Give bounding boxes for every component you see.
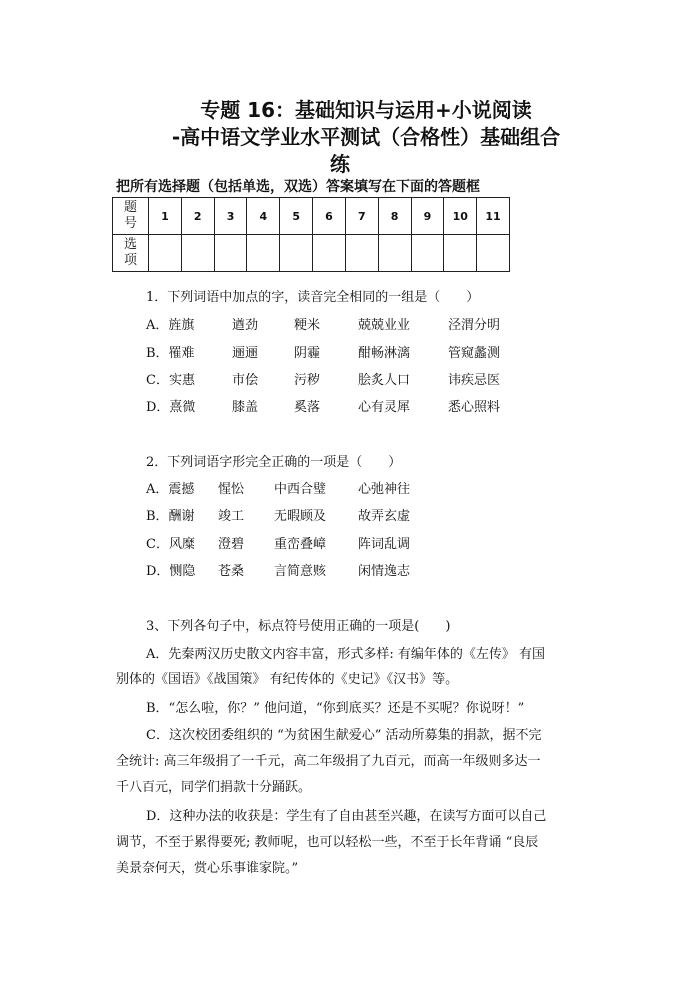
answer-cell[interactable] [411,235,444,272]
option-label: A．旌旗 [146,318,195,333]
option-label: C．实惠 [146,373,195,388]
option-word: 故弄玄虚 [358,509,411,524]
option-word: 市侩 [232,373,259,388]
option-word: 脍炙人口 [358,373,411,388]
option-row-header: 选 项 [113,235,149,272]
option-word: 阴霾 [294,346,321,361]
option-word: 兢兢业业 [358,318,411,333]
option-word: 无暇顾及 [274,509,327,524]
option-label: D．熹微 [146,400,196,415]
answer-cell[interactable] [444,235,477,272]
question-number-cell: 8 [378,198,411,235]
question-3-option-a-line-1: A．先秦两汉历史散文内容丰富，形式多样: 有编年体的《左传》 有国 [146,647,546,662]
option-word: 阵词乱调 [358,537,411,552]
option-word: 悉心照料 [448,400,501,415]
question-number-cell: 3 [214,198,247,235]
question-3-option-d-line-2: 调节，不至于累得要死; 教师呢，也可以轻松一些，不至于长年背诵 “良辰 [116,835,539,850]
option-word: 膝盖 [232,400,259,415]
option-word: 言简意赅 [274,564,327,579]
answer-cell[interactable] [247,235,280,272]
question-3-option-c-line-1: C．这次校团委组织的 “为贫困生献爱心” 活动所募集的捐款，据不完 [146,728,542,743]
question-3-option-a-line-2: 别体的《国语》《战国策》 有纪传体的《史记》《汉书》等。 [116,672,459,687]
question-number-cell: 6 [313,198,346,235]
question-number-cell: 4 [247,198,280,235]
answer-cell[interactable] [149,235,182,272]
question-number-cell: 1 [149,198,182,235]
number-row-header: 题 号 [113,198,149,235]
option-word: 苍桑 [218,564,245,579]
question-2-stem: 2．下列词语字形完全正确的一项是（ ） [146,455,402,470]
option-word: 竣工 [218,509,245,524]
question-3-option-d-line-3: 美景奈何天，赏心乐事谁家院。” [116,861,299,876]
option-word: 澄碧 [218,537,245,552]
option-word: 心有灵犀 [358,400,411,415]
option-word: 酣畅淋漓 [358,346,411,361]
question-3-option-b: B．“怎么啦，你？” 他问道，“你到底买？还是不买呢？你说呀！” [146,701,525,716]
question-number-cell: 9 [411,198,444,235]
option-label: C．风糜 [146,537,195,552]
option-label: D．恻隐 [146,564,196,579]
option-word: 惺忪 [218,482,245,497]
question-3-stem: 3、下列各句子中，标点符号使用正确的一项是( ) [146,619,451,634]
question-3-option-c-line-3: 千八百元，同学们捐款十分踊跃。 [116,780,312,795]
question-3-option-d-line-1: D．这种办法的收获是：学生有了自由甚至兴趣，在读写方面可以自己 [146,809,547,824]
option-label: A．震撼 [146,482,195,497]
answer-table-option-row [113,235,510,272]
option-word: 讳疾忌医 [448,373,501,388]
question-number-cell: 2 [181,198,214,235]
title-line-3: 练 [330,152,350,176]
answer-cell[interactable] [477,235,510,272]
answer-cell[interactable] [313,235,346,272]
title-line-1: 专题 16：基础知识与运用+小说阅读 [200,98,532,122]
question-number-cell: 7 [345,198,378,235]
option-label: B．酬谢 [146,509,195,524]
question-1-stem: 1．下列词语中加点的字，读音完全相同的一组是（ ） [146,290,480,305]
option-word: 奚落 [294,400,321,415]
question-number-cell: 10 [444,198,477,235]
option-word: 闲情逸志 [358,564,411,579]
question-3-option-c-line-2: 全统计: 高三年级捐了一千元，高二年级捐了九百元，而高一年级则多达一 [116,754,541,769]
answer-cell[interactable] [181,235,214,272]
answer-cell[interactable] [345,235,378,272]
option-word: 中西合璧 [274,482,327,497]
option-word: 重峦叠嶂 [274,537,327,552]
option-word: 泾渭分明 [448,318,501,333]
option-word: 逦逦 [232,346,259,361]
option-word: 粳米 [294,318,321,333]
answer-table-number-row [113,198,510,235]
option-word: 管窥蠡测 [448,346,501,361]
question-number-cell: 11 [477,198,510,235]
question-number-cell: 5 [280,198,313,235]
answer-cell[interactable] [378,235,411,272]
option-word: 遒劲 [232,318,259,333]
option-word: 污秽 [294,373,321,388]
answer-cell[interactable] [280,235,313,272]
option-word: 心弛神往 [358,482,411,497]
answer-instruction: 把所有选择题（包括单选，双选）答案填写在下面的答题框 [116,179,480,195]
title-line-2: -高中语文学业水平测试（合格性）基础组合 [171,125,561,149]
answer-cell[interactable] [214,235,247,272]
answer-table [112,197,510,272]
option-label: B．罹难 [146,346,195,361]
